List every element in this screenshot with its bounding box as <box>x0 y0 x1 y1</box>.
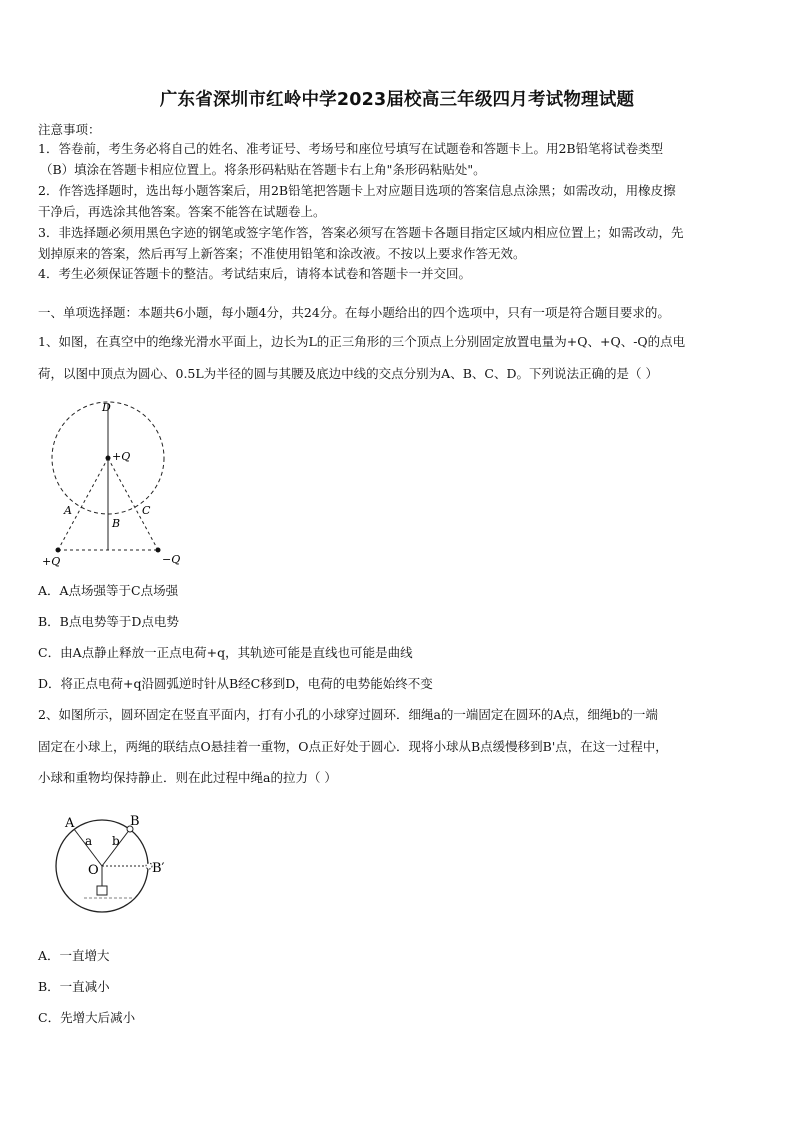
q2-label-Bprime: B′ <box>152 861 165 876</box>
q2-label-a: a <box>85 834 93 848</box>
q2-stem-line: 固定在小球上，两绳的联结点O悬挂着一重物，O点正好处于圆心．现将小球从B点缓慢移到B'点，在这一过程中， <box>38 739 668 754</box>
notice-line: 3．非选择题必须用黑色字迹的钢笔或签字笔作答，答案必须写在答题卡各题目指定区域内相应位置上；如需改动，先 <box>38 225 684 240</box>
notice-line: 1．答卷前，考生务必将自己的姓名、准考证号、考场号和座位号填写在试题卷和答题卡上。用2B铅笔将试卷类型 <box>38 141 664 156</box>
q1-stem-line1: 1、如图，在真空中的绝缘光滑水平面上，边长为L的正三角形的三个顶点上分别固定放置电量为+Q、+Q、-Q的点电 <box>38 334 686 349</box>
q2-figure <box>52 810 182 920</box>
notice-line: 干净后，再选涂其他答案。答案不能答在试题卷上。 <box>38 204 326 219</box>
notice-heading: 注意事项： <box>38 122 101 137</box>
q2-option: B．一直减小 <box>38 979 110 994</box>
q2-label-b: b <box>112 834 120 848</box>
q1-label-D: D <box>102 401 111 414</box>
q1-label-B: B <box>112 517 121 530</box>
q2-option: A．一直增大 <box>38 948 110 963</box>
q1-right-charge-dot <box>156 548 161 553</box>
q1-top-charge-dot <box>106 456 111 461</box>
q2-label-A: A <box>65 816 75 831</box>
q1-label-C: C <box>142 504 151 517</box>
notice-line: 4．考生必须保证答题卡的整洁。考试结束后，请将本试卷和答题卡一并交回。 <box>38 266 471 281</box>
notice-line: （B）填涂在答题卡相应位置上。将条形码粘贴在答题卡右上角"条形码粘贴处"。 <box>40 162 486 177</box>
q1-left-charge-dot <box>56 548 61 553</box>
notice-line: 划掉原来的答案，然后再写上新答案；不准使用铅笔和涂改液。不按以上要求作答无效。 <box>38 246 526 261</box>
q2-label-B: B <box>130 814 140 829</box>
q1-label-right-charge: −Q <box>162 553 181 566</box>
q1-label-left-charge: +Q <box>42 555 61 568</box>
q1-option: C．由A点静止释放一正点电荷+q，其轨迹可能是直线也可能是曲线 <box>38 645 413 660</box>
q1-option: A．A点场强等于C点场强 <box>38 583 179 598</box>
q1-option: D．将正点电荷+q沿圆弧逆时针从B经C移到D，电荷的电势能始终不变 <box>38 676 433 691</box>
q2-stem-line: 2、如图所示，圆环固定在竖直平面内，打有小孔的小球穿过圆环．细绳a的一端固定在圆环的A点，细绳b的一端 <box>38 707 658 722</box>
q1-label-top-charge: +Q <box>112 450 131 463</box>
notice-line: 2．作答选择题时，选出每小题答案后，用2B铅笔把答题卡上对应题目选项的答案信息点涂黑；如需改动，用橡皮擦 <box>38 183 676 198</box>
q1-right-side <box>108 458 158 550</box>
q2-weight <box>97 886 107 895</box>
q2-stem-line: 小球和重物均保持静止．则在此过程中绳a的拉力（ ） <box>38 770 337 785</box>
q1-label-A: A <box>64 504 72 517</box>
section-heading: 一、单项选择题：本题共6小题，每小题4分，共24分。在每小题给出的四个选项中，只有一项是符合题目要求的。 <box>38 305 670 320</box>
exam-title: 广东省深圳市红岭中学2023届校高三年级四月考试物理试题 <box>159 90 635 110</box>
q1-stem-line2: 荷，以图中顶点为圆心、0.5L为半径的圆与其腰及底边中线的交点分别为A、B、C、D。下列说法正确的是（ ） <box>38 366 658 381</box>
q1-figure <box>30 395 190 575</box>
q2-label-O: O <box>88 863 99 878</box>
q1-option: B．B点电势等于D点电势 <box>38 614 179 629</box>
q2-option: C．先增大后减小 <box>38 1010 136 1025</box>
